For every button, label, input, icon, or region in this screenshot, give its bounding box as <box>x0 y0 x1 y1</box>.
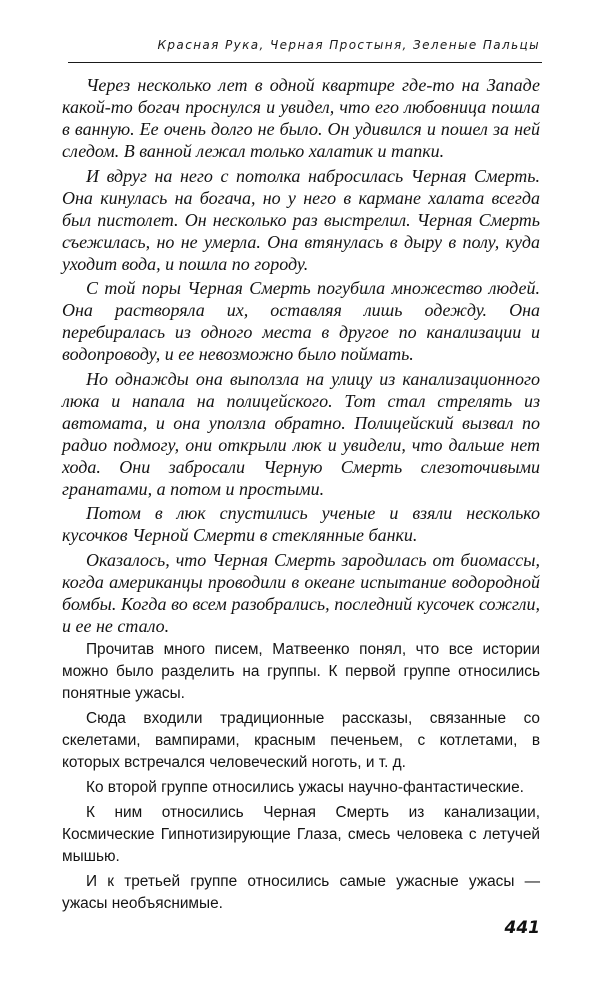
paragraph: Потом в люк спустились ученые и взяли несколько кусочков Черной Смерти в стеклянные банки. <box>62 503 540 545</box>
running-head: Красная Рука, Черная Простыня, Зеленые Пальцы <box>157 38 540 52</box>
paragraph: Прочитав много писем, Матвеенко понял, что все истории можно было разделить на группы. К первой группе относились понятные ужасы. <box>62 641 540 702</box>
paragraph: И к третьей группе относились самые ужасные ужасы — ужасы необъяснимые. <box>62 873 540 912</box>
paragraph: Сюда входили традиционные рассказы, связанные со скелетами, вампирами, красным печеньем, с котлетами, в которых встречался человеческий ноготь, и т. д. <box>62 710 540 771</box>
paragraph: С той поры Черная Смерть погубила множество людей. Она растворяла их, оставляя лишь одежду. Она перебиралась из одного места в другое по канализации и водопроводу, и ее невозможно было поймать. <box>62 278 540 364</box>
header-rule <box>68 62 542 63</box>
paragraph: Через несколько лет в одной квартире где-то на Западе какой-то богач проснулся и увидел, что его любовница пошла в ванную. Ее очень долго не было. Он удивился и пошел за ней следом. В ванной лежал только халатик и тапки. <box>62 75 540 161</box>
paragraph: Но однажды она выползла на улицу из канализационного люка и напала на полицейского. Тот стал стрелять из автомата, и она уползла обратно. Полицейский вызвал по радио подмогу, они открыли люк и увидели, что дальше нет хода. Они забросали Черную Смерть слезоточивыми гранатами, а потом и простыми. <box>62 368 540 499</box>
paragraph: К ним относились Черная Смерть из канализации, Космические Гипнотизирующие Глаза, смесь человека с летучей мышью. <box>62 804 540 865</box>
paragraph: Оказалось, что Черная Смерть зародилась от биомассы, когда американцы проводили в океане испытание водородной бомбы. Когда во всем разобрались, последний кусочек сожгли, и ее не стало. <box>62 549 540 636</box>
page-number: 441 <box>504 918 540 938</box>
paragraph: И вдруг на него с потолка набросилась Черная Смерть. Она кинулась на богача, но у него в кармане халата всегда был пистолет. Он несколько раз выстрелил. Черная Смерть съежилась, но не умерла. Она втянулась в дыру в полу, куда уходит вода, и пошла по городу. <box>62 165 540 274</box>
paragraph: Ко второй группе относились ужасы научно-фантастические. <box>86 779 524 796</box>
body-text <box>62 74 540 918</box>
